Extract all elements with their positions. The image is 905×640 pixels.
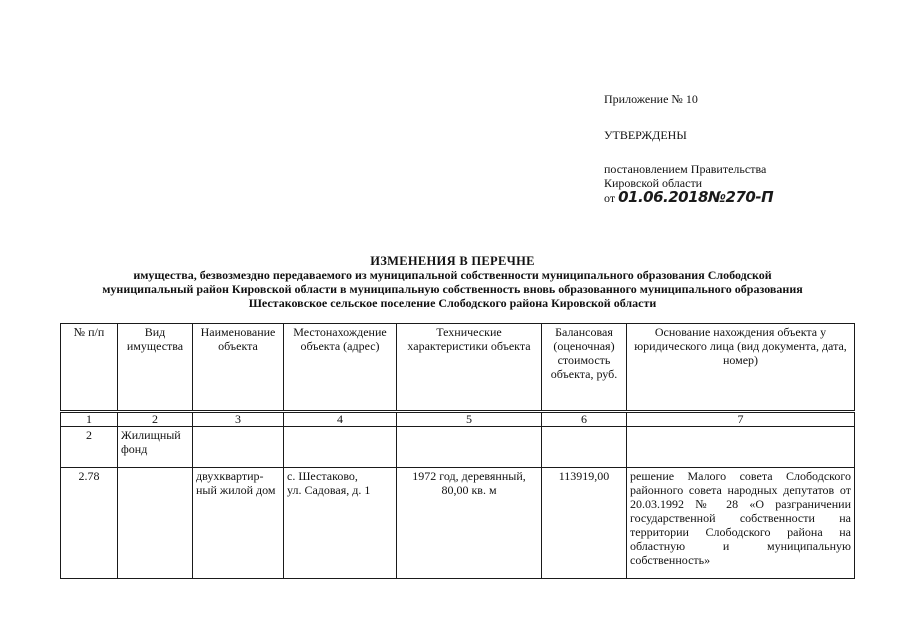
resolution-line-2: Кировской области	[604, 176, 703, 190]
group-num: 2	[61, 427, 118, 468]
title-line-2: муниципальный район Кировской области в муниципальную собственность вновь образованного муниципального образования	[102, 282, 803, 296]
group-type: Жилищный фонд	[118, 427, 193, 468]
column-number: 3	[193, 412, 284, 427]
header-cost: Балансовая (оценочная) стоимость объекта, руб.	[542, 324, 627, 412]
appendix-number: Приложение № 10	[604, 92, 698, 106]
property-table	[60, 323, 855, 579]
row-type	[118, 468, 193, 579]
row-name: двухквартир-ный жилой дом	[193, 468, 284, 579]
header-num: № п/п	[61, 324, 118, 412]
title-main: ИЗМЕНЕНИЯ В ПЕРЕЧНЕ	[370, 254, 535, 268]
empty-cell	[542, 427, 627, 468]
row-num: 2.78	[61, 468, 118, 579]
column-number: 5	[397, 412, 542, 427]
column-number: 4	[284, 412, 397, 427]
address-line-2: ул. Садовая, д. 1	[287, 483, 371, 497]
header-type: Вид имущества	[118, 324, 193, 412]
table-row	[61, 468, 855, 579]
row-address	[284, 468, 397, 579]
handwritten-date: 01.06.2018	[618, 188, 708, 206]
table-group-row	[61, 427, 855, 468]
row-basis: решение Малого совета Слободского районного совета народных депутатов от 20.03.1992 № 28 «О разграничении государственной собственности на территории Слободского района на областную и муниципальную собственность»	[627, 468, 855, 579]
address-line-1: с. Шестаково,	[287, 469, 358, 483]
handwritten-number: №270-П	[708, 188, 774, 206]
characteristics-line-2: 80,00 кв. м	[441, 483, 497, 497]
empty-cell	[397, 427, 542, 468]
header-name: Наименование объекта	[193, 324, 284, 412]
empty-cell	[284, 427, 397, 468]
header-basis: Основание нахождения объекта у юридического лица (вид документа, дата, номер)	[627, 324, 855, 412]
column-number: 2	[118, 412, 193, 427]
title-line-1: имущества, безвозмездно передаваемого из муниципальной собственности муниципального образования Слободской	[133, 268, 772, 282]
resolution-line-1: постановлением Правительства	[604, 162, 767, 176]
header-characteristics: Технические характеристики объекта	[397, 324, 542, 412]
column-number: 6	[542, 412, 627, 427]
document-title	[40, 254, 865, 310]
characteristics-line-1: 1972 год, деревянный,	[412, 469, 526, 483]
empty-cell	[627, 427, 855, 468]
column-number-row	[61, 412, 855, 427]
approval-stamp-block	[604, 92, 864, 205]
column-number: 7	[627, 412, 855, 427]
row-characteristics	[397, 468, 542, 579]
resolution-date-line	[604, 190, 864, 205]
title-line-3: Шестаковское сельское поселение Слободского района Кировской области	[248, 296, 657, 310]
column-number: 1	[61, 412, 118, 427]
table-header-row	[61, 324, 855, 412]
header-address: Местонахождение объекта (адрес)	[284, 324, 397, 412]
from-prefix: от	[604, 191, 616, 205]
empty-cell	[193, 427, 284, 468]
row-cost: 113919,00	[542, 468, 627, 579]
approved-label: УТВЕРЖДЕНЫ	[604, 128, 687, 142]
